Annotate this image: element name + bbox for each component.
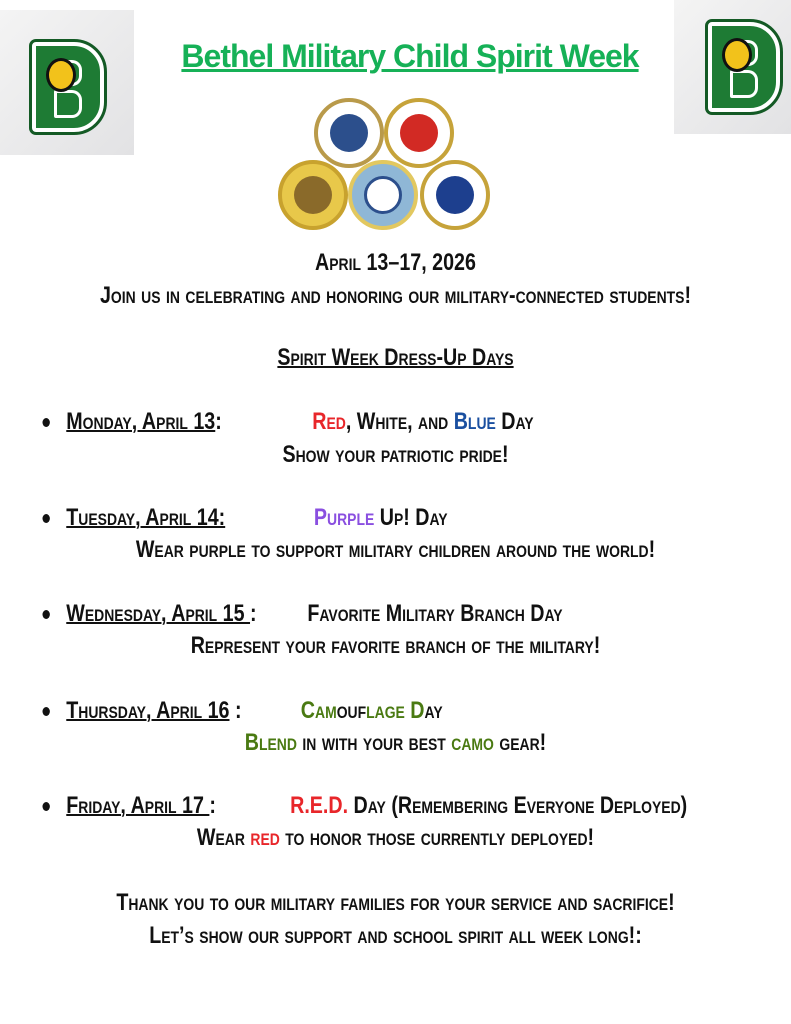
page-title: Bethel Military Child Spirit Week [181,38,639,74]
bullet-icon [42,707,49,716]
bullet-icon [42,610,49,619]
day-theme: Favorite Military Branch Day [307,600,563,627]
event-dates: April 13–17, 2026 [315,249,476,276]
day-label: Friday, April 17 : [66,792,216,819]
closing-thanks: Thank you to our military families for your service and sacrifice! [116,889,675,916]
bullet-icon [42,418,49,427]
hornet-mascot-icon [46,58,76,92]
day-label: Wednesday, April 15 : [66,600,257,627]
day-theme: Red, White, and Blue Day [312,408,534,435]
day-description: Represent your favorite branch of the military! [190,632,601,659]
bullet-icon [42,802,49,811]
day-description: Wear purple to support military children around the world! [135,536,656,563]
closing-spirit: Let’s show our support and school spirit all week long!: [149,922,642,949]
day-label: Monday, April 13: [66,408,222,435]
day-description: Blend in with your best camo gear! [244,729,547,756]
tagline: Join us in celebrating and honoring our military-connected students! [99,282,692,309]
day-label: Thursday, April 16 : [66,697,242,724]
day-theme: R.E.D. Day (Remembering Everyone Deployed) [290,792,688,819]
day-theme: Camouflage Day [300,697,443,724]
day-label: Tuesday, April 14: [66,504,226,531]
day-theme: Purple Up! Day [313,504,448,531]
day-description: Show your patriotic pride! [282,441,509,468]
section-heading: Spirit Week Dress-Up Days [277,344,514,371]
hornet-mascot-icon [722,38,752,72]
day-description: Wear red to honor those currently deployed! [196,824,595,851]
bullet-icon [42,514,49,523]
